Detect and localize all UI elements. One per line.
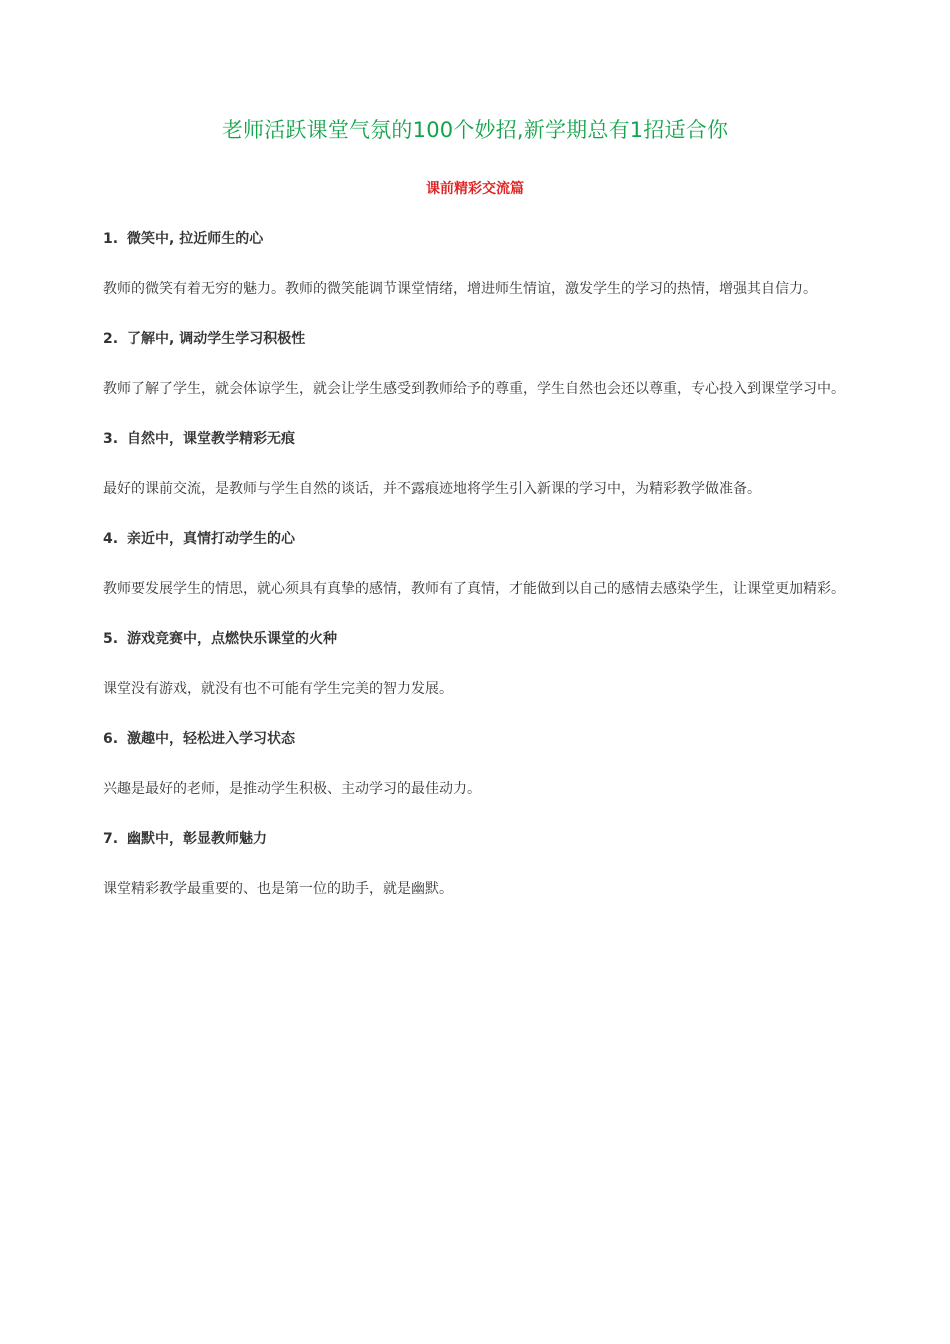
- item-heading-text: 激趣中，轻松进入学习状态: [127, 731, 295, 747]
- item-heading: [103, 626, 863, 652]
- list-item: [103, 826, 863, 914]
- document-content: [103, 226, 863, 926]
- item-heading-text: 自然中，课堂教学精彩无痕: [127, 431, 295, 447]
- item-body: 最好的课前交流，是教师与学生自然的谈话，并不露痕迹地将学生引入新课的学习中，为精彩教学做准备。: [103, 481, 761, 497]
- item-body: 教师了解了学生，就会体谅学生，就会让学生感受到教师给予的尊重，学生自然也会还以尊重，专心投入到课堂学习中。: [103, 381, 845, 397]
- item-heading-text: 游戏竞赛中，点燃快乐课堂的火种: [127, 631, 337, 647]
- list-item: [103, 726, 863, 814]
- item-heading-text: 幽默中，彰显教师魅力: [127, 831, 267, 847]
- list-item: [103, 226, 863, 314]
- item-number: 2.: [103, 331, 119, 347]
- list-item: [103, 326, 863, 414]
- section-title: 课前精彩交流篇: [426, 181, 524, 197]
- list-item: [103, 426, 863, 514]
- list-item: [103, 626, 863, 714]
- item-number: 6.: [103, 731, 119, 747]
- item-number: 7.: [103, 831, 119, 847]
- item-number: 5.: [103, 631, 119, 647]
- item-heading: [103, 726, 863, 752]
- item-heading: [103, 526, 863, 552]
- item-heading-text: 了解中, 调动学生学习积极性: [127, 331, 306, 347]
- item-heading: [103, 326, 863, 352]
- list-item: [103, 526, 863, 614]
- item-number: 3.: [103, 431, 119, 447]
- item-heading: [103, 426, 863, 452]
- document-title: 老师活跃课堂气氛的100个妙招,新学期总有1招适合你: [221, 118, 729, 142]
- item-body: 课堂精彩教学最重要的、也是第一位的助手，就是幽默。: [103, 881, 453, 897]
- item-heading-text: 亲近中，真情打动学生的心: [127, 531, 295, 547]
- item-heading: [103, 826, 863, 852]
- item-body: 教师的微笑有着无穷的魅力。教师的微笑能调节课堂情绪，增进师生情谊，激发学生的学习的热情，增强其自信力。: [103, 281, 817, 297]
- item-number: 1.: [103, 231, 119, 247]
- item-body: 教师要发展学生的情思，就心须具有真挚的感情，教师有了真情，才能做到以自己的感情去感染学生，让课堂更加精彩。: [103, 581, 845, 597]
- item-heading-text: 微笑中, 拉近师生的心: [127, 231, 264, 247]
- item-heading: [103, 226, 863, 252]
- item-body: 课堂没有游戏，就没有也不可能有学生完美的智力发展。: [103, 681, 453, 697]
- item-number: 4.: [103, 531, 119, 547]
- item-body: 兴趣是最好的老师，是推动学生积极、主动学习的最佳动力。: [103, 781, 481, 797]
